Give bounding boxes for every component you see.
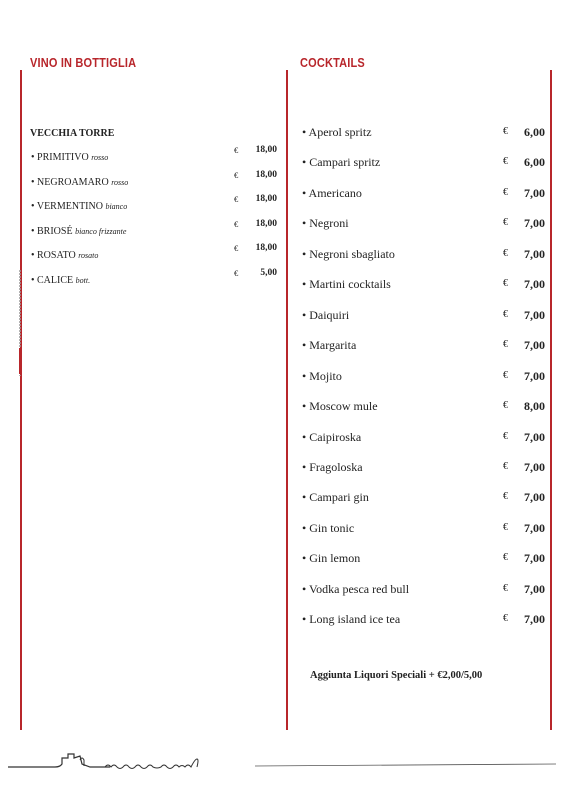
cocktail-name: Negroni: [309, 216, 349, 231]
euro-symbol: €: [503, 552, 508, 564]
cocktail-name: Fragoloska: [309, 459, 363, 474]
price-amount: 18,00: [255, 218, 277, 229]
euro-symbol: €: [503, 247, 508, 259]
cocktail-item: [302, 399, 378, 414]
price-amount: 7,00: [524, 581, 545, 596]
euro-symbol: €: [503, 369, 508, 381]
price-amount: 18,00: [255, 169, 277, 180]
cocktail-name: Vodka pesca red bull: [309, 581, 410, 596]
cocktail-item: [302, 186, 362, 201]
euro-symbol: €: [503, 491, 508, 503]
price-amount: 7,00: [524, 277, 545, 292]
price-amount: 7,00: [524, 216, 545, 231]
wine-note: bianco frizzante: [75, 226, 127, 236]
cocktail-name: Caipiroska: [309, 429, 362, 444]
bullet-icon: •: [302, 581, 307, 596]
bullet-icon: •: [302, 429, 307, 444]
cocktail-item: [302, 521, 354, 536]
bullet-icon: •: [302, 399, 307, 414]
right-divider: [550, 70, 552, 730]
cocktail-item: [302, 338, 356, 353]
cocktail-item: [302, 460, 363, 475]
price-amount: 7,00: [524, 368, 545, 383]
price-amount: 7,00: [524, 338, 545, 353]
cocktail-item: [302, 277, 391, 292]
bullet-icon: •: [31, 225, 35, 237]
cocktail-item: [302, 125, 372, 140]
bullet-icon: •: [302, 155, 307, 170]
wine-item: [31, 275, 90, 286]
price-amount: 6,00: [524, 155, 545, 170]
cocktail-name: Aperol spritz: [308, 125, 372, 139]
bullet-icon: •: [31, 250, 35, 261]
price-amount: 7,00: [524, 490, 545, 505]
price-amount: 18,00: [255, 145, 277, 155]
cocktail-item: [302, 490, 369, 505]
wine-item: [31, 250, 98, 261]
cocktail-name: Daiquiri: [309, 307, 350, 322]
wine-name: CALICE: [37, 274, 74, 286]
euro-symbol: €: [234, 169, 239, 180]
wine-producer: VECCHIA TORRE: [30, 128, 115, 139]
euro-symbol: €: [503, 400, 508, 412]
cocktail-item: [302, 612, 400, 627]
cocktail-name: Mojito: [309, 368, 342, 383]
side-decoration: [16, 268, 24, 378]
wine-note: bott.: [75, 275, 91, 285]
price-amount: 7,00: [524, 246, 545, 261]
euro-symbol: €: [503, 460, 508, 472]
price-amount: 7,00: [524, 429, 545, 444]
price-amount: 7,00: [524, 185, 545, 200]
cocktail-item: [302, 247, 395, 262]
price-amount: 7,00: [524, 459, 545, 474]
wine-name: NEGROAMARO: [37, 176, 109, 188]
cocktail-name: Negroni sbagliato: [309, 246, 395, 261]
cocktail-item: [302, 155, 380, 170]
bullet-icon: •: [302, 551, 307, 566]
price-amount: 7,00: [524, 307, 545, 322]
wine-name: ROSATO: [37, 250, 76, 261]
bullet-icon: •: [302, 216, 307, 231]
wine-note: bianco: [105, 202, 128, 211]
bullet-icon: •: [31, 201, 35, 212]
euro-symbol: €: [503, 126, 508, 137]
euro-symbol: €: [503, 430, 508, 442]
wine-name: VERMENTINO: [36, 201, 103, 212]
wine-name: BRIOSÉ: [37, 225, 73, 237]
euro-symbol: €: [503, 582, 508, 594]
price-amount: 7,00: [524, 520, 545, 535]
wine-note: rosso: [91, 153, 109, 162]
bullet-icon: •: [302, 125, 307, 139]
euro-symbol: €: [503, 156, 508, 168]
euro-symbol: €: [503, 521, 508, 533]
wine-item: [31, 177, 128, 188]
price-amount: 6,00: [524, 125, 545, 139]
euro-symbol: €: [503, 217, 508, 229]
euro-symbol: €: [234, 145, 239, 155]
euro-symbol: €: [503, 339, 508, 351]
euro-symbol: €: [503, 613, 508, 625]
price-amount: 18,00: [255, 194, 277, 204]
wine-item: [31, 226, 126, 237]
cocktail-name: Margarita: [309, 338, 357, 353]
price-amount: 18,00: [255, 243, 277, 253]
bullet-icon: •: [302, 277, 307, 292]
wine-item: [31, 201, 127, 212]
cocktail-name: Moscow mule: [309, 399, 378, 414]
wine-section-title: VINO IN BOTTIGLIA: [30, 56, 137, 70]
price-amount: 5,00: [260, 267, 277, 278]
euro-symbol: €: [503, 186, 508, 198]
bullet-icon: •: [302, 520, 307, 535]
cocktails-section-title: COCKTAILS: [300, 56, 365, 70]
bullet-icon: •: [31, 152, 35, 163]
bullet-icon: •: [302, 185, 307, 200]
cocktail-name: Campari gin: [309, 490, 369, 505]
cocktail-item: [302, 582, 409, 597]
euro-symbol: €: [234, 194, 239, 204]
bullet-icon: •: [302, 368, 307, 383]
cocktail-name: Martini cocktails: [309, 277, 391, 292]
cocktail-name: Campari spritz: [309, 155, 381, 170]
euro-symbol: €: [234, 267, 239, 278]
bullet-icon: •: [31, 274, 35, 286]
cocktail-name: Gin lemon: [309, 551, 361, 566]
bullet-icon: •: [302, 612, 307, 627]
price-amount: 7,00: [524, 551, 545, 566]
wine-name: PRIMITIVO: [37, 152, 89, 163]
cocktail-item: [302, 216, 349, 231]
cocktail-item: [302, 430, 361, 445]
wine-item: [31, 152, 108, 163]
bullet-icon: •: [302, 490, 307, 505]
bullet-icon: •: [302, 459, 307, 474]
bullet-icon: •: [302, 246, 307, 261]
bullet-icon: •: [302, 307, 307, 322]
cocktail-item: [302, 551, 360, 566]
cocktail-item: [302, 308, 349, 323]
euro-symbol: €: [234, 243, 239, 253]
price-amount: 7,00: [524, 612, 545, 627]
extra-liquor-note: Aggiunta Liquori Speciali + €2,00/5,00: [310, 670, 483, 681]
middle-divider: [286, 70, 288, 730]
wine-note: rosato: [78, 251, 99, 260]
left-divider: [20, 70, 22, 730]
cocktail-name: Gin tonic: [309, 520, 355, 535]
euro-symbol: €: [503, 308, 508, 320]
bullet-icon: •: [302, 338, 307, 353]
wine-note: rosso: [111, 177, 129, 187]
euro-symbol: €: [503, 278, 508, 290]
price-amount: 8,00: [524, 399, 545, 414]
cocktail-name: Americano: [308, 185, 362, 200]
bullet-icon: •: [31, 176, 35, 188]
euro-symbol: €: [234, 218, 239, 229]
castle-signature-logo: [0, 740, 566, 785]
cocktail-name: Long island ice tea: [309, 612, 401, 627]
cocktail-item: [302, 369, 342, 384]
